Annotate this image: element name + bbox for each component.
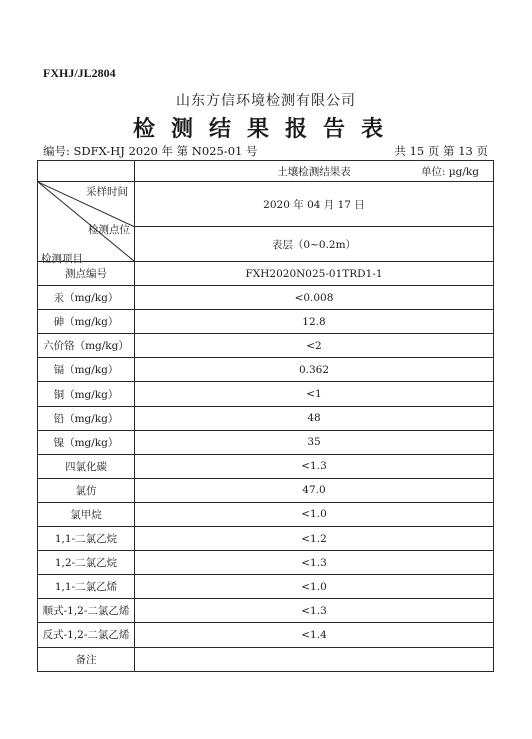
table-row [38,358,494,382]
row-value: <1.3 [135,454,494,478]
row-value: 12.8 [135,310,494,334]
table-row [38,334,494,358]
table-row [38,286,494,310]
row-label: 1,1-二氯乙烷 [38,527,135,551]
serial-number: 编号: SDFX-HJ 2020 年 第 N025-01 号 [43,144,258,158]
row-label: 1,1-二氯乙烯 [38,575,135,599]
table-row [38,310,494,334]
row-label: 六价铬（mg/kg） [38,334,135,358]
row-value: <1.0 [135,575,494,599]
row-label: 反式-1,2-二氯乙烯 [38,623,135,647]
table-name: 土壤检测结果表 [277,165,351,178]
table-row [38,599,494,623]
table-row [38,406,494,430]
row-value: 35 [135,430,494,454]
test-point-label: 检测点位 [88,224,130,236]
unit-label: 单位: µg/kg [420,166,479,178]
table-row [38,575,494,599]
row-label: 砷（mg/kg） [38,310,135,334]
table-row [38,502,494,526]
table-row [38,478,494,502]
row-value: 0.362 [135,358,494,382]
table-row [38,454,494,478]
row-value: <1.0 [135,502,494,526]
row-label: 1,2-二氯乙烷 [38,551,135,575]
soil-results-table [37,160,494,672]
row-value: <1.3 [135,551,494,575]
table-row [38,623,494,647]
sampling-layer: 表层（0~0.2m） [135,227,494,262]
row-value [135,647,494,671]
sampling-date: 2020 年 04 月 17 日 [135,182,494,227]
sampling-time-label: 采样时间 [86,186,128,198]
row-label: 测点编号 [38,262,135,286]
row-value: <2 [135,334,494,358]
table-row [38,430,494,454]
row-label: 备注 [38,647,135,671]
table-row [38,527,494,551]
row-label: 镍（mg/kg） [38,430,135,454]
company-name: 山东方信环境检测有限公司 [176,93,356,109]
report-meta [43,143,488,159]
table-row [38,551,494,575]
row-label: 汞（mg/kg） [38,286,135,310]
table-name-cell [135,161,494,182]
row-value: <1.4 [135,623,494,647]
report-title: 检测结果报告表 [132,116,399,142]
row-value: <1 [135,382,494,406]
diagonal-header-cell [38,182,135,265]
row-label: 铜（mg/kg） [38,382,135,406]
row-value: <0.008 [135,286,494,310]
table-corner-blank [38,161,135,182]
table-row [38,647,494,671]
row-label: 四氯化碳 [38,454,135,478]
row-label: 氯仿 [38,478,135,502]
form-code: FXHJ/JL2804 [43,66,116,80]
table-row [38,382,494,406]
row-value: <1.3 [135,599,494,623]
row-label: 顺式-1,2-二氯乙烯 [38,599,135,623]
row-label: 镉（mg/kg） [38,358,135,382]
table-row [38,262,494,286]
test-item-label: 检测项目 [41,253,83,265]
row-value: <1.2 [135,527,494,551]
row-label: 铅（mg/kg） [38,406,135,430]
row-value: 48 [135,406,494,430]
row-value: 47.0 [135,478,494,502]
row-value: FXH2020N025-01TRD1-1 [135,262,494,286]
row-label: 氯甲烷 [38,502,135,526]
page-count: 共 15 页 第 13 页 [394,144,488,158]
